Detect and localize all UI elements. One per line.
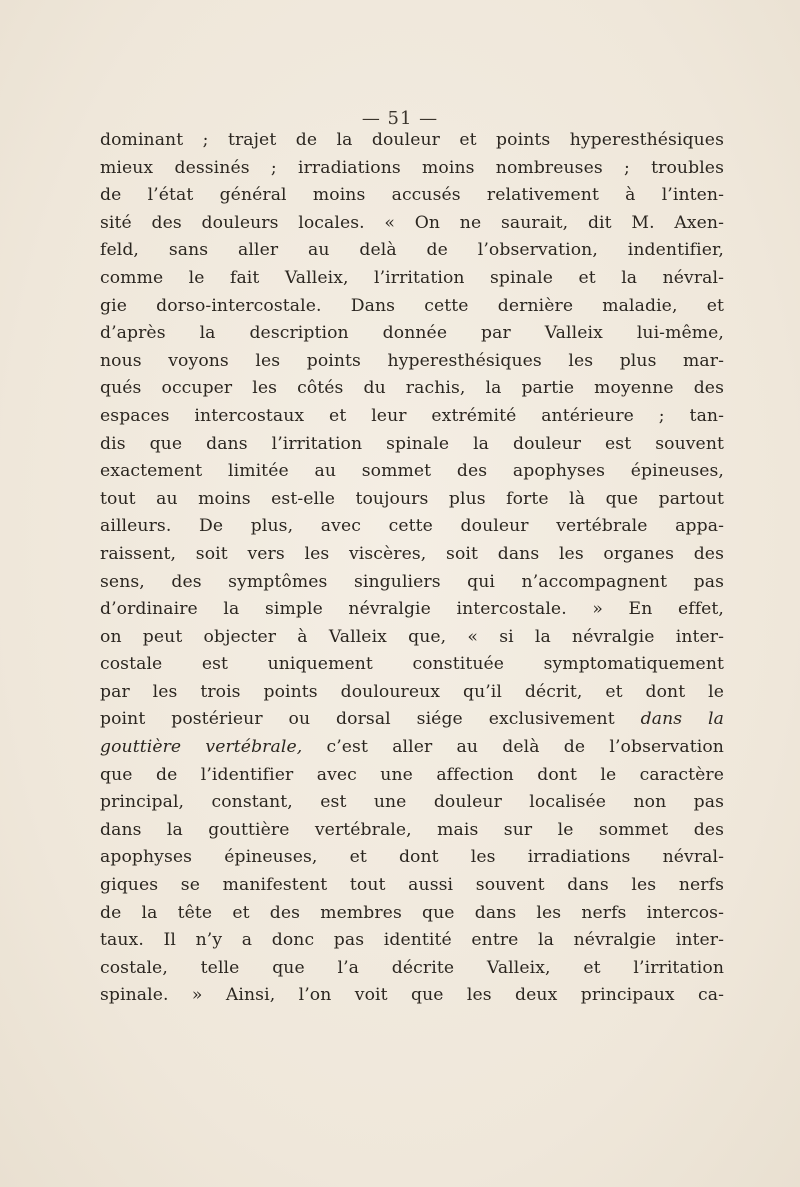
text-line: mieux dessinés ; irradiations moins nombreuses ; troubles — [100, 157, 724, 178]
text-line: exactement limitée au sommet des apophyses épineuses, — [100, 461, 724, 482]
text-line: comme le fait Valleix, l’irritation spinale et la névral- — [100, 267, 724, 288]
text-line: costale est uniquement constituée symptomatiquement — [100, 654, 724, 675]
text-line: dominant ; trajet de la douleur et points hyperesthésiques — [100, 130, 724, 150]
text-line: espaces intercostaux et leur extrémité antérieure ; tan- — [100, 405, 724, 426]
text-line-with-italic — [100, 706, 724, 734]
text-line: giques se manifestent tout aussi souvent dans les nerfs — [100, 875, 724, 896]
text-line: sens, des symptômes singuliers qui n’accompagnent pas — [100, 571, 724, 592]
text-line: apophyses épineuses, et dont les irradiations névral- — [100, 847, 724, 868]
text-line: dis que dans l’irritation spinale la douleur est souvent — [100, 433, 724, 454]
body-text — [100, 127, 724, 1010]
text-line: par les trois points douloureux qu’il décrit, et dont le — [100, 681, 724, 702]
text-fragment: c’est aller au delà de l’observation — [302, 737, 724, 758]
text-line: que de l’identifier avec une affection dont le caractère — [100, 764, 724, 785]
text-line: dans la gouttière vertébrale, mais sur le sommet des — [100, 819, 724, 840]
text-fragment: point postérieur ou dorsal siége exclusivement — [100, 709, 615, 730]
text-line: on peut objecter à Valleix que, « si la névralgie inter- — [100, 626, 724, 647]
text-line: raissent, soit vers les viscères, soit dans les organes des — [100, 543, 724, 564]
text-line: principal, constant, est une douleur localisée non pas — [100, 792, 724, 813]
text-line: feld, sans aller au delà de l’observation, indentifier, — [100, 240, 724, 261]
text-line: tout au moins est-elle toujours plus forte là que partout — [100, 488, 724, 509]
text-line: spinale. » Ainsi, l’on voit que les deux principaux ca- — [100, 985, 724, 1006]
text-line: d’ordinaire la simple névralgie intercostale. » En effet, — [100, 599, 724, 620]
text-line: taux. Il n’y a donc pas identité entre la névralgie inter- — [100, 930, 724, 951]
text-line: d’après la description donnée par Valleix lui-même, — [100, 323, 724, 344]
text-line-with-italic — [100, 734, 724, 762]
text-line: de l’état général moins accusés relativement à l’inten- — [100, 185, 724, 206]
italic-fragment: gouttière vertébrale, — [100, 737, 303, 758]
text-line: ailleurs. De plus, avec cette douleur vertébrale appa- — [100, 516, 724, 537]
text-line: nous voyons les points hyperesthésiques les plus mar- — [100, 350, 724, 371]
page-number: — 51 — — [361, 108, 439, 129]
text-line: de la tête et des membres que dans les nerfs intercos- — [100, 902, 724, 923]
text-line: costale, telle que l’a décrite Valleix, et l’irritation — [100, 957, 724, 978]
text-line: qués occuper les côtés du rachis, la partie moyenne des — [100, 378, 724, 399]
italic-fragment: dans la — [640, 709, 724, 730]
text-line: gie dorso-intercostale. Dans cette dernière maladie, et — [100, 295, 724, 316]
text-line: sité des douleurs locales. « On ne saurait, dit M. Axen- — [100, 212, 724, 233]
